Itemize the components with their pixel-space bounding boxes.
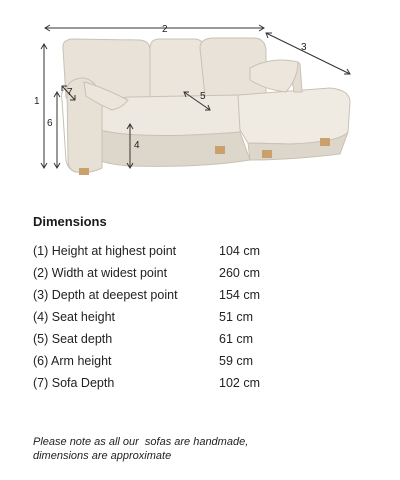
product-image bbox=[0, 0, 400, 202]
dimension-label: (3) Depth at deepest point bbox=[33, 288, 178, 302]
dimension-label: (4) Seat height bbox=[33, 310, 115, 324]
sofa-diagram bbox=[0, 0, 400, 202]
dimension-label: (1) Height at highest point bbox=[33, 244, 177, 258]
dimension-value: 154 cm bbox=[219, 288, 260, 302]
dimension-value: 59 cm bbox=[219, 354, 254, 368]
dimension-value: 51 cm bbox=[219, 310, 254, 324]
handmade-note bbox=[33, 435, 373, 463]
marker-5: 5 bbox=[200, 91, 206, 102]
dimension-label: (7) Sofa Depth bbox=[33, 376, 115, 390]
marker-2: 2 bbox=[162, 24, 168, 35]
dimension-value: 104 cm bbox=[219, 244, 260, 258]
dimension-value: 102 cm bbox=[219, 376, 260, 390]
dimension-label: (2) Width at widest point bbox=[33, 266, 168, 280]
marker-3: 3 bbox=[301, 42, 307, 53]
note-line-2: dimensions are approximate bbox=[33, 450, 172, 462]
marker-1: 1 bbox=[34, 96, 40, 107]
dimension-value: 260 cm bbox=[219, 266, 260, 280]
dimensions-heading: Dimensions bbox=[33, 214, 107, 229]
dimension-label: (5) Seat depth bbox=[33, 332, 113, 346]
marker-6: 6 bbox=[47, 118, 53, 129]
marker-4: 4 bbox=[134, 140, 140, 151]
note-line-1: Please note as all our sofas are handmade, bbox=[33, 436, 249, 448]
dimension-label: (6) Arm height bbox=[33, 354, 112, 368]
dimension-value: 61 cm bbox=[219, 332, 254, 346]
marker-7: 7 bbox=[67, 87, 73, 98]
